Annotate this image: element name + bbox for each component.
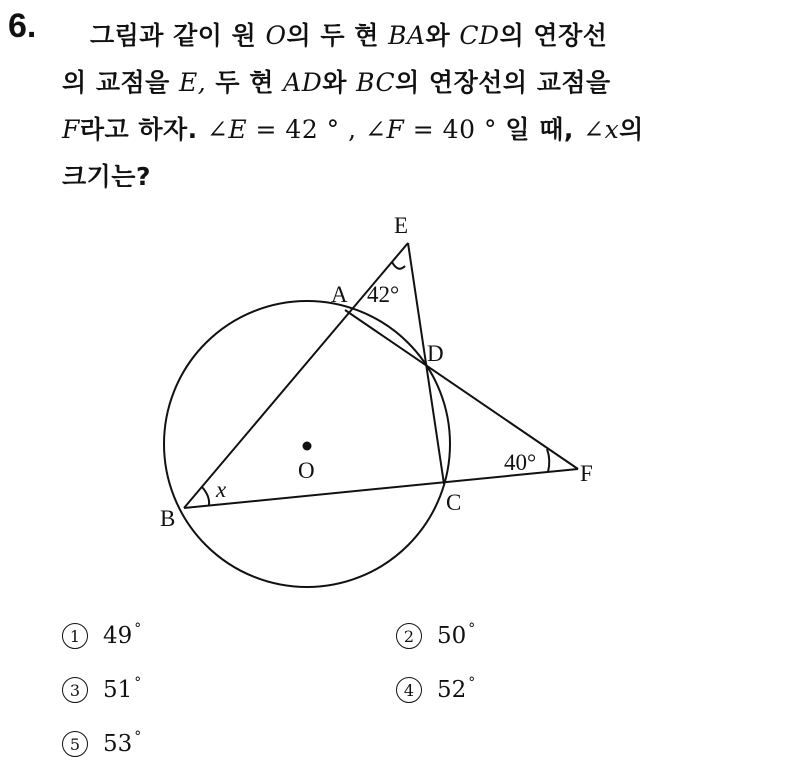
text-run: 의 연장선의 교점을 [395, 68, 611, 97]
math-run: ∠ [583, 115, 605, 144]
choice-5-mark: 5 [62, 731, 88, 757]
choice-4-unit: ° [468, 675, 476, 691]
choice-1-value: 49 [103, 623, 133, 649]
choice-3[interactable] [62, 673, 141, 707]
angle-arc-e [392, 262, 405, 269]
text-run: 의 [619, 115, 644, 144]
text-run: 두 현 [206, 68, 284, 97]
choice-5-value: 53 [103, 731, 133, 757]
choice-1-unit: ° [134, 621, 142, 637]
text-run: 의 교점을 [62, 68, 180, 97]
math-run: BC [356, 68, 396, 97]
text-run: 의 연장선 [499, 21, 608, 50]
math-run: ∠ [365, 115, 387, 144]
label-b: B [160, 506, 176, 531]
choice-2-mark: 2 [396, 623, 422, 649]
math-run: = 40 ° [404, 115, 506, 144]
choice-1[interactable] [62, 619, 141, 653]
label-e: E [394, 213, 409, 238]
label-f: F [580, 461, 593, 486]
angle-arc-x [202, 487, 209, 505]
choice-3-value: 51 [103, 677, 133, 703]
choice-1-mark: 1 [62, 623, 88, 649]
label-o: O [298, 458, 315, 483]
choice-3-unit: ° [134, 675, 142, 691]
label-angle-e: 42° [367, 282, 400, 307]
choice-5-unit: ° [134, 729, 142, 745]
choice-4-value: 52 [437, 677, 467, 703]
choice-2[interactable] [396, 619, 475, 653]
math-run: AD [283, 68, 323, 97]
choice-2-value: 50 [437, 623, 467, 649]
text-run: 크기는? [62, 162, 151, 191]
text-run: 라고 하자. [79, 115, 207, 144]
math-run: E, [179, 68, 207, 97]
text-run: 그림과 같이 원 [90, 21, 266, 50]
question-number: 6. [8, 7, 37, 45]
segment-af [345, 310, 578, 469]
angle-arc-f [547, 449, 549, 472]
math-run: = 42 ° , [247, 115, 366, 144]
label-d: D [427, 341, 444, 366]
math-run: CD [459, 21, 500, 50]
text-run: 와 [322, 68, 357, 97]
math-run: F [386, 115, 405, 144]
choice-2-unit: ° [468, 621, 476, 637]
label-a: A [331, 282, 348, 307]
text-run: 의 두 현 [286, 21, 389, 50]
math-run: x [604, 115, 620, 144]
text-run: 와 [425, 21, 460, 50]
math-run: O [265, 21, 287, 50]
choice-5[interactable] [62, 727, 141, 761]
math-run: E [228, 115, 248, 144]
text-run: 일 때, [505, 115, 584, 144]
label-c: C [446, 490, 462, 515]
math-run: F [62, 115, 80, 144]
label-angle-f: 40° [504, 450, 537, 475]
choice-4[interactable] [396, 673, 475, 707]
math-run: ∠ [206, 115, 229, 144]
math-run: BA [388, 21, 426, 50]
center-point-o [303, 442, 312, 451]
choice-4-mark: 4 [396, 677, 422, 703]
label-x: x [216, 477, 227, 502]
choice-3-mark: 3 [62, 677, 88, 703]
